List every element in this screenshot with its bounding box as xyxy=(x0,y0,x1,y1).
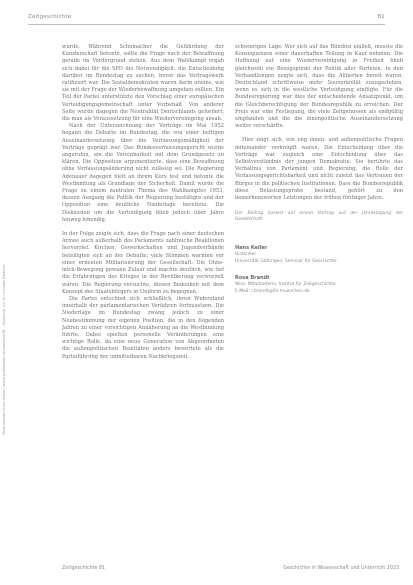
author-name: Hans Keller xyxy=(235,245,268,252)
right-column xyxy=(235,44,403,295)
paragraph: Hier zeigt sich, wie eng innen- und außenpolitische Fragen miteinander verknüpft waren. Die Entscheidung über die Verträge war zugleich eine Entscheidung über das Selbstverständnis der jungen Demokratie. Sie berührte das Verhältnis von Parlament und Regierung, die Rolle der Verfassungsgerichtsbarkeit und nicht zuletzt das Vertrauen der Bürger in die politischen Institutionen. Dass die Bundesrepublik diese Belastungsprobe bestand, gehört zu den bemerkenswerten Leistungen der frühen fünfziger Jahre. xyxy=(235,137,403,202)
author-detail: Wiss. Mitarbeiterin, Institut für Zeitgeschichte xyxy=(235,282,336,288)
author-detail: Historiker xyxy=(235,252,257,258)
header-left: Zeitgeschichte xyxy=(28,14,72,20)
paragraph: wurde. Während Schumacher die Gefährdung der Kanzlerschaft betonte, sollte die Frage nach der Bewaffnung gerade im Vordergrund stehen. Aus dem Wahlkampf ergab sich dabei für die SPD die Notwendigkeit, die Entscheidung darüber im Bundestag zu suchen, bevor das Vertragswerk ratifiziert war. Die Sozialdemokraten waren darin uneins, wie sie mit der Frage der Wiederbewaffnung umgehen sollten. Ein Teil der Partei unterstützte den Vorschlag einer europäischen Verteidigungsgemeinschaft unter Vorbehalt. Von anderer Seite wurde dagegen die Neutralität Deutschlands gefordert, die man als Voraussetzung für eine Wiedervereinigung ansah. xyxy=(62,44,224,123)
paragraph: Nach der Unterzeichnung der Verträge im Mai 1952 begann die Debatte im Bundestag, die von einer heftigen Auseinandersetzung über die Verfassungsmäßigkeit der Verträge geprägt war. Das Bundesverfassungsgericht wurde angerufen, um die Vereinbarkeit mit dem Grundgesetz zu klären. Die Opposition argumentierte, dass eine Bewaffnung ohne Verfassungsänderung nicht zulässig sei. Die Regierung Adenauer dagegen hielt an ihrem Kurs fest und betonte die Westbindung als Grundlage der Sicherheit. Damit wurde die Frage zu einem zentralen Thema des Wahlkampfes 1953, dessen Ausgang die Politik der Regierung bestätigte und der Opposition eine deutliche Niederlage bereitete. Die Diskussion um die Verteidigung blieb jedoch über Jahre hinweg lebendig. xyxy=(62,123,224,223)
paragraph: In der Folge zeigte sich, dass die Frage nach einer deutschen Armee auch außerhalb des Parlaments zahlreiche Reaktionen hervorrief. Kirchen, Gewerkschaften und Jugendverbände beteiligten sich an der Debatte; viele Stimmen warnten vor einer erneuten Militarisierung der Gesellschaft. Die Ohne-mich-Bewegung gewann Zulauf und machte deutlich, wie tief die Erfahrungen des Krieges in der Bevölkerung verwurzelt waren. Die Regierung versuchte, diesen Bedenken mit dem Konzept des Staatsbürgers in Uniform zu begegnen. xyxy=(62,231,224,295)
author-bio xyxy=(235,245,403,265)
author-email[interactable]: E-Mail: r.brandt@ifz-muenchen.de xyxy=(235,288,310,294)
paragraph: schwierigen Lage. Wer sich auf das Bündnis einließ, musste die Konsequenzen einer dauerhaften Teilung in Kauf nehmen. Die Hoffnung auf eine Wiedervereinigung in Freiheit blieb gleichwohl ein Bezugspunkt der Politik aller Parteien. In den Verhandlungen zeigte sich, dass die Alliierten bereit waren, Deutschland schrittweise mehr Souveränität zuzugestehen, wenn es sich in die westliche Verteidigung einfügte. Für die Bundesregierung war dies der entscheidende Ansatzpunkt, um die Gleichberechtigung der Bundesrepublik zu erreichen. Der Preis war eine Festlegung, die viele Zeitgenossen als endgültig empfanden und die die innenpolitische Auseinandersetzung weiter verschärfte. xyxy=(235,44,403,130)
footer-right: Geschichte in Wissenschaft und Unterricht 2023 xyxy=(283,566,399,571)
paragraph: Die Partei entschied sich schließlich, ihren Widerstand innerhalb der parlamentarischen Verfahren fortzusetzen. Die Niederlage im Bundestag zwang jedoch zu einer Neubestimmung der eigenen Position, die in den folgenden Jahren zu einer vorsichtigen Annäherung an die Westbindung führte. Dabei spielten personelle Veränderungen eine wichtige Rolle, da eine neue Generation von Abgeordneten die außenpolitischen Realitäten anders bewertete als die Parteiführung der unmittelbaren Nachkriegszeit. xyxy=(62,295,224,360)
author-detail: Universität Göttingen, Seminar für Geschichte xyxy=(235,258,337,264)
author-bio xyxy=(235,275,403,295)
header-rule xyxy=(28,24,385,25)
page-number: 81 xyxy=(377,14,385,20)
author-name: Rosa Brandt xyxy=(235,275,270,282)
running-footer xyxy=(62,566,399,571)
left-column xyxy=(62,44,224,361)
author-bios xyxy=(235,245,403,295)
article-note: Der Beitrag basiert auf einem Vortrag auf der Jahrestagung der Gesellschaft. xyxy=(235,211,403,223)
running-header xyxy=(28,14,385,20)
sidebar-note: Downloaded from https://www.publikation.de/zeitschrift – Nutzung nur für private Zwecke xyxy=(1,264,6,435)
footer-left: Zeitgeschichte 81 xyxy=(62,566,106,571)
